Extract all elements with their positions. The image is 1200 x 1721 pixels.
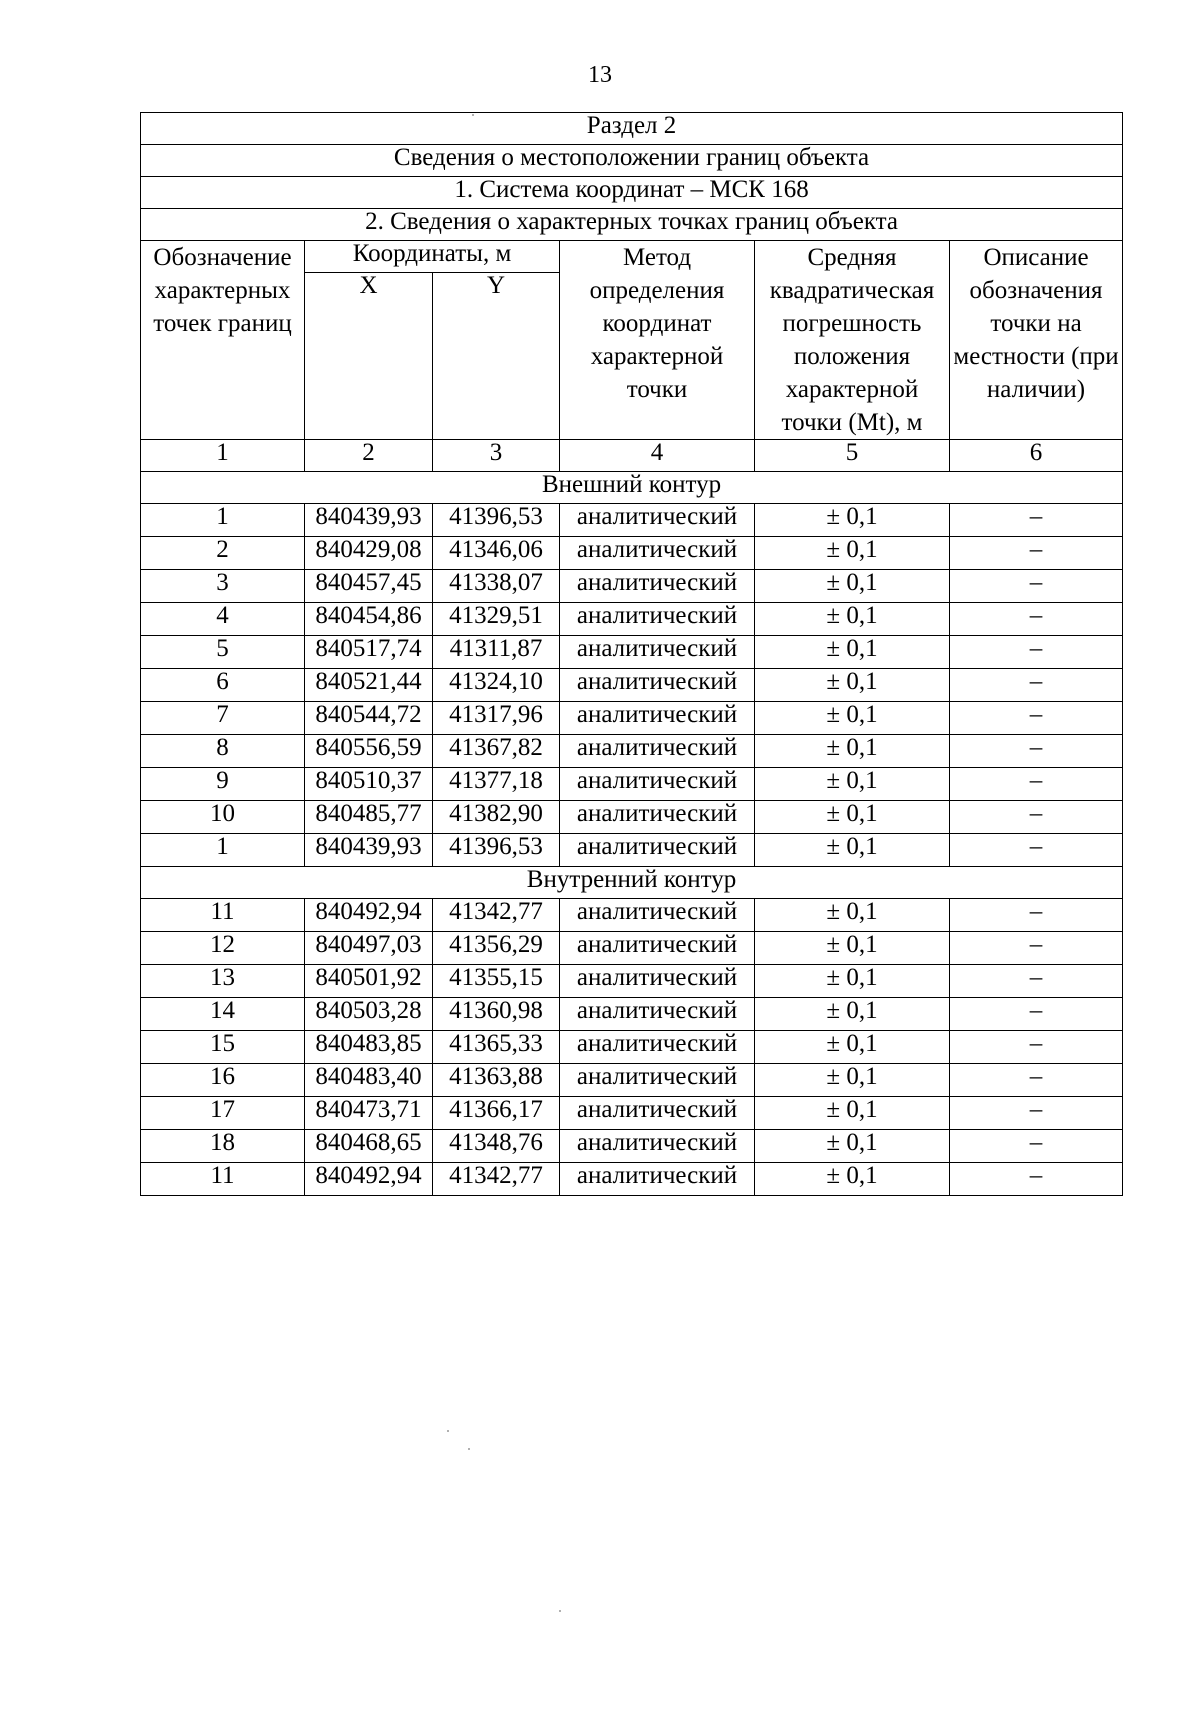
point-number: 7 (141, 702, 305, 735)
description: – (950, 1031, 1123, 1064)
method: аналитический (560, 735, 755, 768)
description: – (950, 735, 1123, 768)
coord-y: 41317,96 (433, 702, 560, 735)
column-number: 4 (560, 440, 755, 472)
coord-y: 41396,53 (433, 504, 560, 537)
header-x: X (305, 273, 433, 440)
point-number: 4 (141, 603, 305, 636)
coord-system-row (141, 177, 1123, 209)
point-number: 9 (141, 768, 305, 801)
coord-y: 41367,82 (433, 735, 560, 768)
description: – (950, 570, 1123, 603)
table-row (141, 603, 1123, 636)
coord-y: 41365,33 (433, 1031, 560, 1064)
scan-speck (472, 114, 474, 116)
point-number: 10 (141, 801, 305, 834)
coord-x: 840510,37 (305, 768, 433, 801)
description: – (950, 603, 1123, 636)
description: – (950, 1130, 1123, 1163)
table-row (141, 801, 1123, 834)
table-row (141, 1130, 1123, 1163)
method: аналитический (560, 1163, 755, 1196)
point-number: 6 (141, 669, 305, 702)
header-description: Описание обозначения точки на местности (при наличии) (950, 241, 1123, 440)
point-number: 11 (141, 899, 305, 932)
coord-y: 41342,77 (433, 1163, 560, 1196)
error: ± 0,1 (755, 801, 950, 834)
coord-y: 41329,51 (433, 603, 560, 636)
coord-x: 840492,94 (305, 1163, 433, 1196)
description: – (950, 768, 1123, 801)
description: – (950, 1064, 1123, 1097)
points-title-row (141, 209, 1123, 241)
coord-y: 41356,29 (433, 932, 560, 965)
coord-x: 840492,94 (305, 899, 433, 932)
error: ± 0,1 (755, 636, 950, 669)
description: – (950, 669, 1123, 702)
point-number: 11 (141, 1163, 305, 1196)
coord-y: 41338,07 (433, 570, 560, 603)
section-subtitle-row (141, 145, 1123, 177)
error: ± 0,1 (755, 965, 950, 998)
coord-y: 41311,87 (433, 636, 560, 669)
table-row (141, 702, 1123, 735)
description: – (950, 932, 1123, 965)
coord-y: 41346,06 (433, 537, 560, 570)
column-numbers-row (141, 440, 1123, 472)
coord-y: 41363,88 (433, 1064, 560, 1097)
error: ± 0,1 (755, 537, 950, 570)
coord-x: 840454,86 (305, 603, 433, 636)
description: – (950, 702, 1123, 735)
column-number: 3 (433, 440, 560, 472)
method: аналитический (560, 603, 755, 636)
point-number: 16 (141, 1064, 305, 1097)
coord-y: 41355,15 (433, 965, 560, 998)
coord-x: 840517,74 (305, 636, 433, 669)
header-error: Средняя квадратическая погрешность положения характерной точки (Mt), м (755, 241, 950, 440)
column-number: 1 (141, 440, 305, 472)
coord-x: 840439,93 (305, 834, 433, 867)
header-row (141, 241, 1123, 273)
coord-x: 840483,40 (305, 1064, 433, 1097)
coord-x: 840544,72 (305, 702, 433, 735)
table-row (141, 504, 1123, 537)
table-row (141, 735, 1123, 768)
coord-x: 840521,44 (305, 669, 433, 702)
coord-y: 41377,18 (433, 768, 560, 801)
table-row (141, 899, 1123, 932)
coord-y: 41324,10 (433, 669, 560, 702)
coord-x: 840497,03 (305, 932, 433, 965)
point-number: 1 (141, 504, 305, 537)
error: ± 0,1 (755, 1097, 950, 1130)
error: ± 0,1 (755, 702, 950, 735)
coord-x: 840439,93 (305, 504, 433, 537)
column-number: 6 (950, 440, 1123, 472)
point-number: 1 (141, 834, 305, 867)
coord-x: 840429,08 (305, 537, 433, 570)
method: аналитический (560, 1097, 755, 1130)
error: ± 0,1 (755, 735, 950, 768)
scan-speck (559, 1610, 561, 1612)
error: ± 0,1 (755, 504, 950, 537)
point-number: 5 (141, 636, 305, 669)
boundary-points-table (140, 112, 1123, 1196)
point-number: 8 (141, 735, 305, 768)
point-number: 15 (141, 1031, 305, 1064)
coord-x: 840473,71 (305, 1097, 433, 1130)
table-row (141, 768, 1123, 801)
coord-system: 1. Система координат – МСК 168 (141, 177, 1123, 209)
points-title: 2. Сведения о характерных точках границ объекта (141, 209, 1123, 241)
coord-y: 41348,76 (433, 1130, 560, 1163)
table-row (141, 537, 1123, 570)
column-number: 2 (305, 440, 433, 472)
point-number: 2 (141, 537, 305, 570)
error: ± 0,1 (755, 1130, 950, 1163)
header-y: Y (433, 273, 560, 440)
description: – (950, 504, 1123, 537)
method: аналитический (560, 801, 755, 834)
coord-x: 840501,92 (305, 965, 433, 998)
coord-x: 840485,77 (305, 801, 433, 834)
point-number: 3 (141, 570, 305, 603)
table-row (141, 669, 1123, 702)
description: – (950, 636, 1123, 669)
point-number: 13 (141, 965, 305, 998)
header-point-designation: Обозначение характерных точек границ (141, 241, 305, 440)
method: аналитический (560, 899, 755, 932)
table-row (141, 1097, 1123, 1130)
error: ± 0,1 (755, 1163, 950, 1196)
inner-contour-label: Внутренний контур (141, 867, 1123, 899)
table-row (141, 1163, 1123, 1196)
table-row (141, 636, 1123, 669)
coord-y: 41366,17 (433, 1097, 560, 1130)
method: аналитический (560, 669, 755, 702)
point-number: 17 (141, 1097, 305, 1130)
header-method: Метод определения координат характерной точки (560, 241, 755, 440)
method: аналитический (560, 834, 755, 867)
coord-x: 840556,59 (305, 735, 433, 768)
method: аналитический (560, 932, 755, 965)
error: ± 0,1 (755, 570, 950, 603)
outer-contour-row (141, 472, 1123, 504)
point-number: 18 (141, 1130, 305, 1163)
method: аналитический (560, 537, 755, 570)
error: ± 0,1 (755, 669, 950, 702)
error: ± 0,1 (755, 603, 950, 636)
method: аналитический (560, 1064, 755, 1097)
table-row (141, 1064, 1123, 1097)
error: ± 0,1 (755, 834, 950, 867)
table-row (141, 998, 1123, 1031)
coord-x: 840483,85 (305, 1031, 433, 1064)
table-row (141, 1031, 1123, 1064)
method: аналитический (560, 504, 755, 537)
description: – (950, 801, 1123, 834)
table-row (141, 965, 1123, 998)
inner-contour-rows (141, 899, 1123, 1196)
method: аналитический (560, 570, 755, 603)
error: ± 0,1 (755, 768, 950, 801)
error: ± 0,1 (755, 899, 950, 932)
coord-y: 41342,77 (433, 899, 560, 932)
outer-contour-label: Внешний контур (141, 472, 1123, 504)
error: ± 0,1 (755, 1031, 950, 1064)
section-subtitle: Сведения о местоположении границ объекта (141, 145, 1123, 177)
section-title-row (141, 113, 1123, 145)
outer-contour-rows (141, 504, 1123, 867)
page-number: 13 (588, 62, 612, 88)
coord-y: 41382,90 (433, 801, 560, 834)
coord-x: 840468,65 (305, 1130, 433, 1163)
header-coordinates: Координаты, м (305, 241, 560, 273)
description: – (950, 998, 1123, 1031)
column-number: 5 (755, 440, 950, 472)
description: – (950, 834, 1123, 867)
description: – (950, 965, 1123, 998)
method: аналитический (560, 998, 755, 1031)
coord-y: 41360,98 (433, 998, 560, 1031)
coord-x: 840503,28 (305, 998, 433, 1031)
scan-speck (447, 1430, 449, 1432)
inner-contour-row (141, 867, 1123, 899)
method: аналитический (560, 702, 755, 735)
section-title: Раздел 2 (141, 113, 1123, 145)
method: аналитический (560, 965, 755, 998)
table-row (141, 834, 1123, 867)
scan-speck (468, 1448, 470, 1450)
table-row (141, 570, 1123, 603)
method: аналитический (560, 1031, 755, 1064)
table-row (141, 932, 1123, 965)
description: – (950, 537, 1123, 570)
error: ± 0,1 (755, 932, 950, 965)
method: аналитический (560, 636, 755, 669)
error: ± 0,1 (755, 998, 950, 1031)
description: – (950, 1097, 1123, 1130)
coord-x: 840457,45 (305, 570, 433, 603)
method: аналитический (560, 768, 755, 801)
point-number: 14 (141, 998, 305, 1031)
description: – (950, 1163, 1123, 1196)
description: – (950, 899, 1123, 932)
method: аналитический (560, 1130, 755, 1163)
coord-y: 41396,53 (433, 834, 560, 867)
point-number: 12 (141, 932, 305, 965)
error: ± 0,1 (755, 1064, 950, 1097)
